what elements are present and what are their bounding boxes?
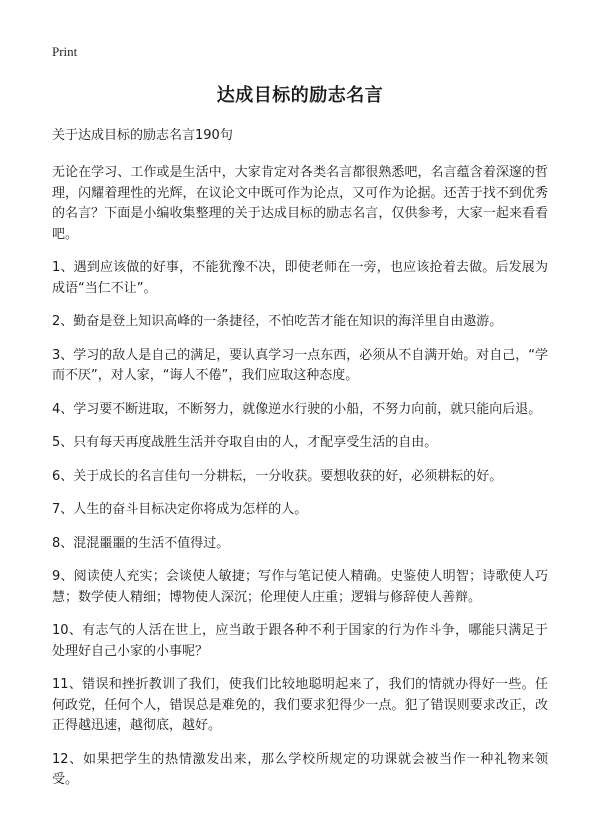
- quote-item: 2、勤奋是登上知识高峰的一条捷径，不怕吃苦才能在知识的海洋里自由遨游。: [52, 314, 503, 329]
- quote-item: 1、遇到应该做的好事，不能犹豫不决，即使老师在一旁，也应该抢着去做。后发展为成语“当仁不让”。: [52, 260, 548, 296]
- page-title: 达成目标的励志名言: [216, 85, 384, 106]
- quote-item: 6、关于成长的名言佳句一分耕耘，一分收获。要想收获的好，必须耕耘的好。: [52, 468, 503, 484]
- quote-item: 7、人生的奋斗目标决定你将成为怎样的人。: [52, 502, 308, 517]
- quote-item: 11、错误和挫折教训了我们，使我们比较地聪明起来了，我们的情就办得好一些。任何政党，任何个人，错误总是难免的，我们要求犯得少一点。犯了错误则要求改正，改正得越迅速，越彻底，越好。: [52, 677, 548, 733]
- intro-paragraph: 无论在学习、工作或是生活中，大家肯定对各类名言都很熟悉吧，名言蕴含着深邃的哲理，闪耀着理性的光辉，在议论文中既可作为论点，又可作为论据。还苦于找不到优秀的名言？下面是小编收集整理的关于达成目标的励志名言，仅供参考，大家一起来看看吧。: [52, 165, 548, 242]
- print-link[interactable]: Print: [52, 44, 78, 59]
- quote-item: 12、如果把学生的热情激发出来，那么学校所规定的功课就会被当作一种礼物来领受。: [52, 751, 548, 787]
- quote-item: 4、学习要不断进取，不断努力，就像逆水行驶的小船，不努力向前，就只能向后退。: [52, 401, 542, 417]
- page-subtitle: 关于达成目标的励志名言190句: [52, 128, 233, 143]
- quote-item: 3、学习的敌人是自己的满足，要认真学习一点东西，必须从不自满开始。对自己，“学而不厌”，对人家，“诲人不倦”，我们应取这种态度。: [52, 347, 549, 383]
- quote-item: 9、阅读使人充实；会谈使人敏捷；写作与笔记使人精确。史鉴使人明智；诗歌使人巧慧；数学使人精细；博物使人深沉；伦理使人庄重；逻辑与修辞使人善辩。: [52, 569, 548, 605]
- quote-item: 10、有志气的人活在世上，应当敢于跟各种不利于国家的行为作斗争，哪能只满足于处理好自己小家的小事呢？: [52, 623, 548, 659]
- quote-item: 8、混混噩噩的生活不值得过。: [52, 535, 230, 551]
- quote-item: 5、只有每天再度战胜生活并夺取自由的人，才配享受生活的自由。: [52, 435, 438, 450]
